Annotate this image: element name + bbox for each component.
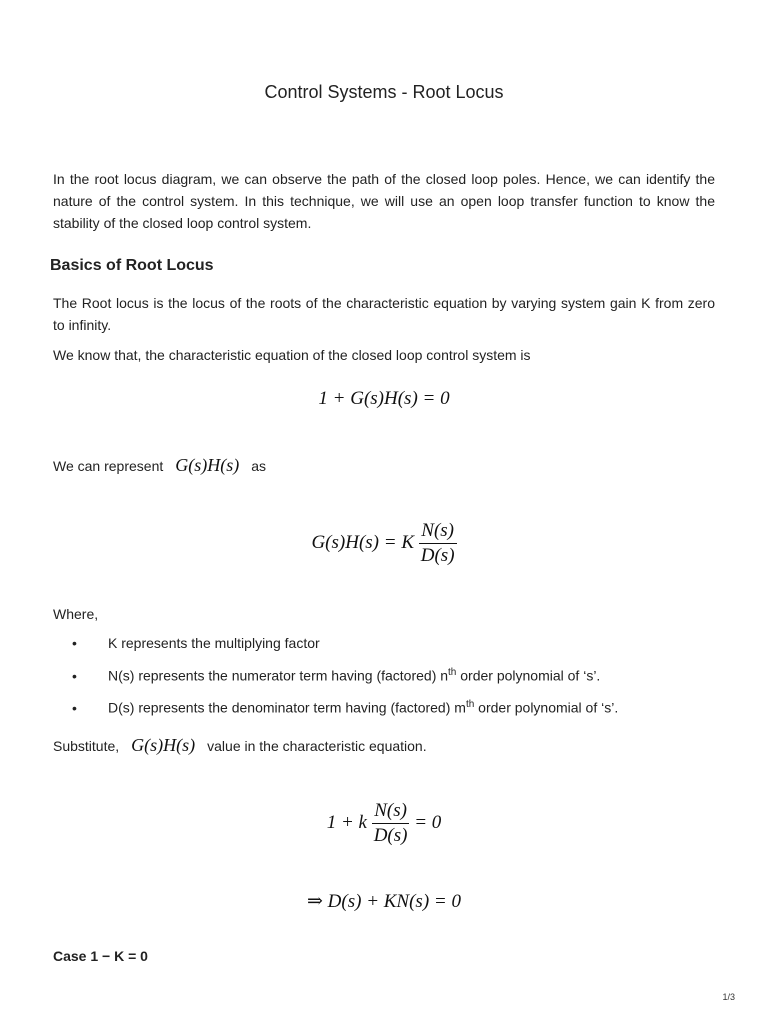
substitute-math: G(s)H(s) (131, 735, 196, 755)
represent-prefix: We can represent (53, 458, 164, 474)
bullet-dot: • (72, 635, 77, 651)
bullet-dot: • (72, 699, 77, 716)
intro-paragraph: In the root locus diagram, we can observe the path of the closed loop poles. Hence, we can identify the nature of the control system. In this technique, we will use an open loop transfer function to know the stability of the closed loop control system. (53, 171, 715, 231)
characteristic-equation: 1 + G(s)H(s) = 0 (318, 388, 450, 409)
bullet-dot: • (72, 667, 77, 684)
eq3-numerator: N(s) (372, 800, 410, 824)
represent-suffix: as (251, 458, 267, 474)
eq3-fraction (372, 800, 410, 847)
transfer-function-equation (0, 520, 768, 567)
substituted-equation (0, 800, 768, 847)
bullet-text: D(s) represents the denominator term having (factored) m (108, 699, 466, 716)
characteristic-equation-intro: We know that, the characteristic equation of the closed loop control system is (53, 347, 531, 363)
eq2-lhs: G(s)H(s) = K (311, 531, 414, 553)
page-title: Control Systems - Root Locus (264, 82, 504, 102)
substitute-suffix: value in the characteristic equation. (207, 738, 427, 754)
eq2-fraction (419, 520, 457, 567)
represent-line (53, 454, 715, 477)
bullet-text: N(s) represents the numerator term having (factored) n (108, 667, 449, 684)
substitute-line (53, 734, 715, 757)
root-locus-definition: The Root locus is the locus of the roots of the characteristic equation by varying system gain K from zero to infinity. (53, 295, 715, 333)
list-item (72, 633, 320, 653)
section-heading: Basics of Root Locus (50, 257, 214, 274)
bullet-superscript: th (465, 699, 475, 710)
list-item (72, 695, 618, 718)
page-number: 1/3 (722, 992, 735, 1002)
bullet-text-suffix: order polynomial of ‘s’. (456, 667, 601, 684)
bullet-superscript: th (448, 667, 457, 678)
eq2-denominator: D(s) (420, 545, 455, 566)
eq2-numerator: N(s) (419, 520, 457, 544)
case-1-heading: Case 1 − K = 0 (53, 948, 148, 964)
bullet-text: K represents the multiplying factor (108, 635, 320, 651)
eq3-lhs: 1 + k (326, 811, 367, 833)
eq3-rhs: = 0 (414, 811, 442, 833)
bullet-text-suffix: order polynomial of ‘s’. (474, 699, 619, 716)
substitute-prefix: Substitute, (53, 738, 120, 754)
list-item (72, 663, 600, 686)
eq3-denominator: D(s) (373, 825, 408, 846)
where-label: Where, (53, 606, 99, 622)
represent-math: G(s)H(s) (175, 455, 240, 475)
implication-equation: ⇒ D(s) + KN(s) = 0 (307, 891, 461, 912)
